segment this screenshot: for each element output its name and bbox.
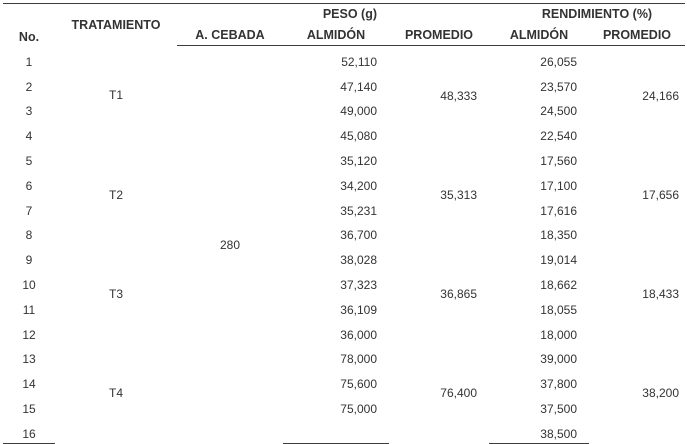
rend-almidon-value: 17,616 [540,203,577,218]
table-row [3,244,685,269]
header-peso-group: PESO (g) [283,4,389,25]
row-no: 6 [25,178,33,193]
rend-almidon-value: 18,000 [540,327,577,342]
rend-promedio-value: 24,166 [642,88,679,103]
header-blank-2 [389,4,489,25]
results-table [3,3,685,444]
rend-almidon-value: 18,350 [540,228,577,243]
row-no: 16 [3,418,55,443]
rend-almidon-value: 19,014 [540,253,577,268]
peso-almidon-value: 52,110 [341,54,377,69]
rend-promedio-value: 17,656 [642,187,679,202]
peso-almidon-value: 47,140 [340,79,377,94]
rend-promedio-value: 18,433 [642,286,679,301]
header-peso-promedio: PROMEDIO [389,24,489,46]
peso-almidon-value: 45,080 [340,129,377,144]
header-peso-almidon: ALMIDÓN [283,24,389,46]
row-no: 4 [25,129,33,144]
row-no: 12 [22,327,36,342]
peso-promedio-value: 36,865 [440,286,477,301]
table-row [3,46,685,71]
peso-almidon-value: 36,000 [340,327,377,342]
treatment-label: T1 [108,88,123,103]
row-no: 1 [25,54,33,69]
a-cebada-value: 280 [219,237,241,252]
peso-almidon-value: 38,028 [340,253,377,268]
header-row-1 [3,4,685,25]
peso-almidon-value: 75,600 [340,377,377,392]
peso-almidon-value: 75,000 [340,401,377,416]
rend-almidon-value: 17,100 [540,178,577,193]
peso-almidon-value: 36,700 [340,228,377,243]
rend-almidon-value: 26,055 [540,54,577,69]
peso-almidon-value: 37,323 [340,277,377,292]
header-rendimiento-group: RENDIMIENTO (%) [489,4,685,25]
treatment-label: T4 [108,386,123,401]
peso-almidon-value: 35,120 [340,153,377,168]
peso-promedio-value: 48,333 [440,88,477,103]
row-no: 10 [22,277,36,292]
peso-almidon-value: 34,200 [340,178,377,193]
rend-almidon-value: 39,000 [540,352,577,367]
row-no: 14 [22,377,36,392]
rend-almidon-value: 17,560 [540,153,577,168]
treatment-label: T2 [108,187,123,202]
peso-almidon-value: 49,000 [340,104,377,119]
row-no: 7 [25,203,33,218]
row-no: 13 [22,352,36,367]
rend-almidon-value: 24,500 [540,104,577,119]
header-blank [177,4,283,25]
rend-almidon-value: 18,662 [540,277,577,292]
treatment-label: T3 [108,286,123,301]
row-no: 8 [25,228,33,243]
row-no: 3 [25,104,33,119]
table-row [3,145,685,170]
rend-almidon-value: 22,540 [540,129,577,144]
header-no: No. [3,4,55,46]
peso-promedio-value: 35,313 [440,187,477,202]
peso-almidon-value: 36,109 [340,302,377,317]
header-tratamiento: TRATAMIENTO [55,4,177,46]
row-no: 5 [25,153,33,168]
header-rend-almidon: ALMIDÓN [489,24,589,46]
table-row [3,344,685,369]
row-no: 9 [25,253,33,268]
rend-almidon-value: 38,500 [489,418,589,443]
header-rend-promedio: PROMEDIO [589,24,685,46]
row-no: 15 [22,401,36,416]
header-a-cebada: A. CEBADA [177,24,283,46]
peso-almidon-value: 78,000 [340,352,377,367]
rend-almidon-value: 23,570 [540,79,577,94]
row-no: 2 [25,79,33,94]
peso-almidon-value: 35,231 [340,203,377,218]
peso-almidon-value [283,418,389,443]
rend-almidon-value: 18,055 [540,302,577,317]
peso-promedio-value: 76,400 [440,386,477,401]
rend-almidon-value: 37,800 [540,377,577,392]
rend-promedio-value: 38,200 [642,386,679,401]
row-no: 11 [22,302,36,317]
rend-almidon-value: 37,500 [540,401,577,416]
